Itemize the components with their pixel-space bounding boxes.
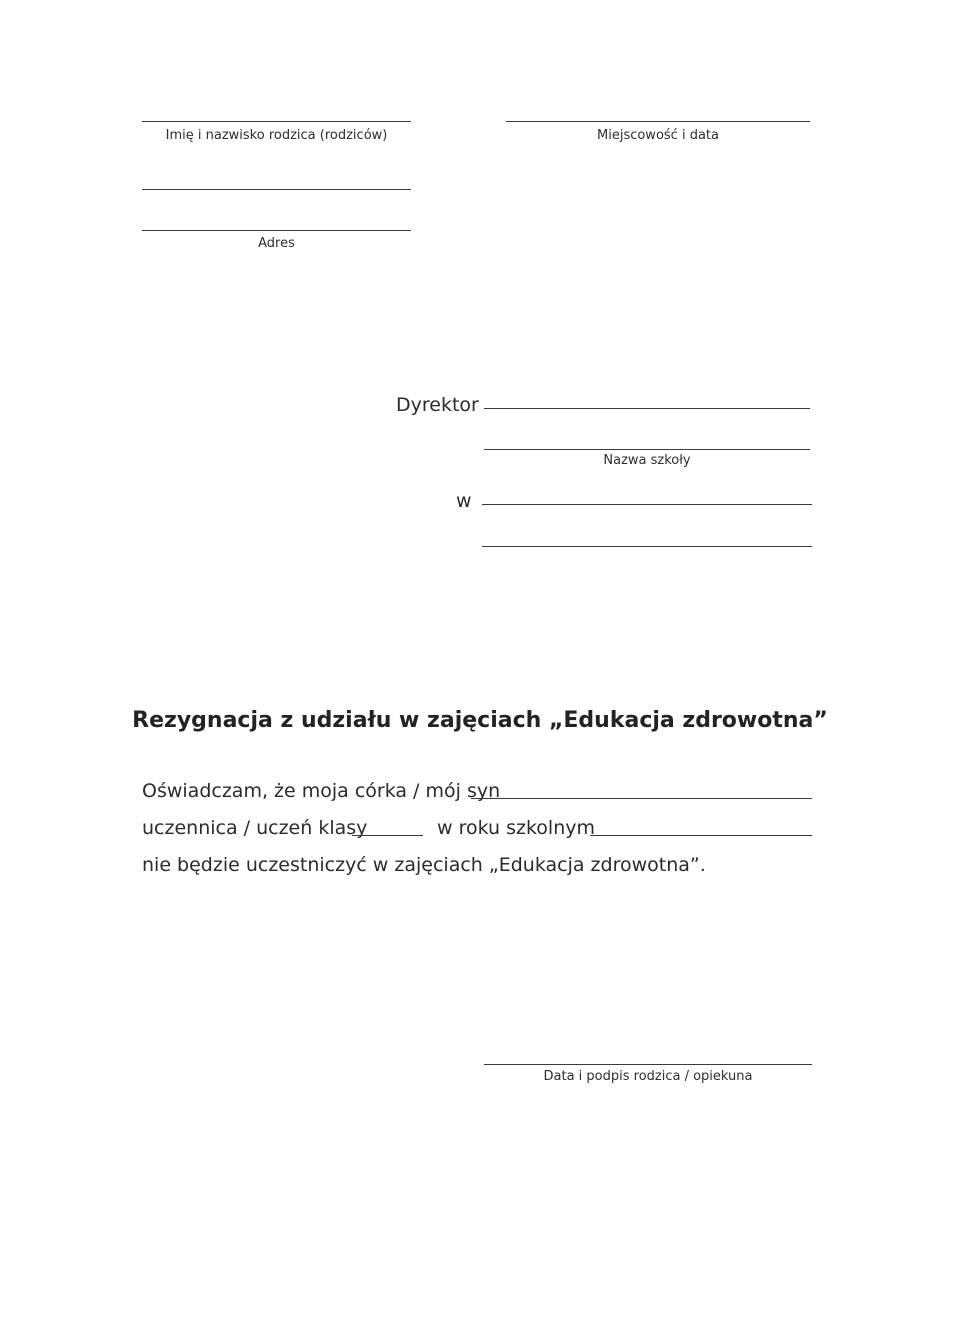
document-title: Rezygnacja z udziału w zajęciach „Edukacja zdrowotna” — [132, 708, 828, 733]
place-date-line[interactable] — [506, 121, 810, 122]
parent-name-caption: Imię i nazwisko rodzica (rodziców) — [165, 128, 388, 143]
parent-name-line[interactable] — [142, 121, 411, 122]
school-year-line[interactable] — [590, 835, 812, 836]
school-location-line-2[interactable] — [482, 546, 812, 547]
school-name-line[interactable] — [484, 449, 810, 450]
signature-line[interactable] — [484, 1064, 812, 1065]
non-participation-text: nie będzie uczestniczyć w zajęciach „Edukacja zdrowotna”. — [142, 854, 706, 876]
school-location-line-1[interactable] — [482, 504, 812, 505]
class-label: uczennica / uczeń klasy — [142, 817, 368, 839]
signature-caption: Data i podpis rodzica / opiekuna — [543, 1069, 753, 1084]
place-date-caption: Miejscowość i data — [597, 128, 719, 143]
in-label: w — [456, 490, 472, 512]
address-line-1[interactable] — [142, 189, 411, 190]
class-line[interactable] — [352, 835, 423, 836]
school-name-caption: Nazwa szkoły — [603, 453, 691, 468]
address-caption: Adres — [258, 236, 295, 251]
director-line[interactable] — [484, 408, 810, 409]
declaration-text: Oświadczam, że moja córka / mój syn — [142, 780, 501, 802]
director-label: Dyrektor — [396, 394, 479, 416]
address-line-2[interactable] — [142, 230, 411, 231]
child-name-line[interactable] — [471, 798, 812, 799]
school-year-label: w roku szkolnym — [437, 817, 595, 839]
